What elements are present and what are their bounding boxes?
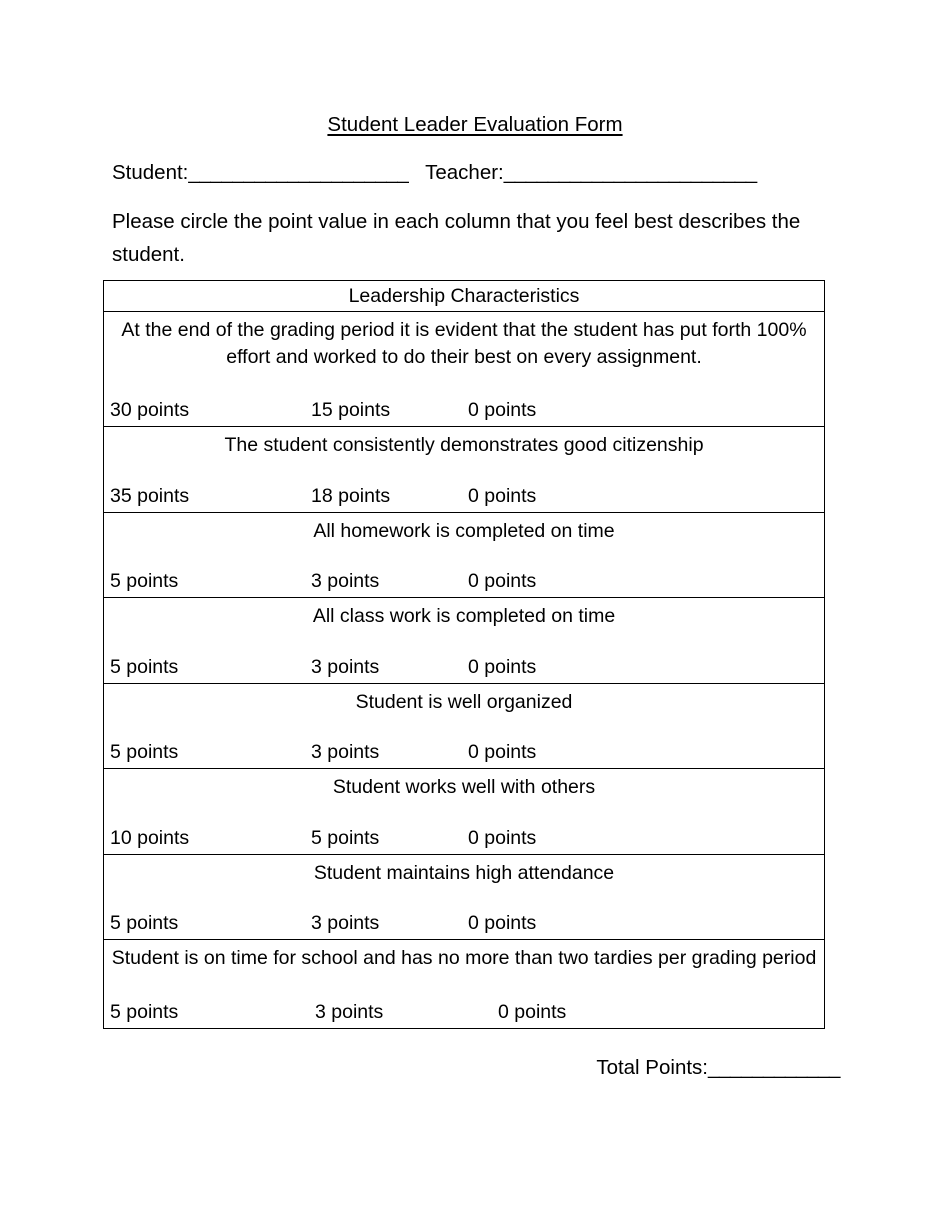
- point-option-low[interactable]: 0 points: [498, 1000, 567, 1023]
- point-option-mid[interactable]: 3 points: [311, 741, 380, 763]
- point-option-mid[interactable]: 18 points: [311, 484, 391, 507]
- page-title: [0, 112, 950, 138]
- spacer: [104, 715, 824, 737]
- points-row: [104, 908, 824, 939]
- point-option-mid[interactable]: 3 points: [311, 655, 380, 678]
- name-fields-line: [112, 159, 757, 187]
- table-row: [104, 683, 825, 769]
- table-row: [104, 940, 825, 1029]
- point-option-low[interactable]: 0 points: [468, 399, 537, 421]
- rubric-cell: [104, 427, 825, 513]
- rubric-cell: [104, 683, 825, 769]
- spacer: [104, 801, 824, 823]
- point-option-mid[interactable]: 15 points: [311, 399, 391, 421]
- point-option-high[interactable]: 30 points: [110, 399, 190, 421]
- total-points-line: [0, 1053, 950, 1083]
- criterion-text: Student maintains high attendance: [313, 861, 615, 884]
- points-row: [104, 395, 824, 426]
- criterion-text: The student consistently demonstrates good citizenship: [224, 434, 704, 456]
- rubric-cell: [104, 940, 825, 1029]
- point-option-mid[interactable]: 5 points: [311, 826, 380, 849]
- spacer: [104, 972, 824, 997]
- teacher-input-blank[interactable]: _______________________: [503, 161, 757, 184]
- total-points-input-blank[interactable]: ____________: [707, 1056, 840, 1079]
- point-option-low[interactable]: 0 points: [468, 655, 537, 678]
- point-option-mid[interactable]: 3 points: [315, 1000, 384, 1023]
- table-row: [104, 854, 825, 940]
- point-option-low[interactable]: 0 points: [468, 741, 537, 763]
- spacer: [104, 370, 824, 395]
- student-input-blank[interactable]: ____________________: [188, 161, 409, 184]
- point-option-high[interactable]: 5 points: [110, 655, 179, 678]
- table-row: [104, 769, 825, 855]
- teacher-label: Teacher:: [425, 161, 504, 184]
- rubric-cell: [104, 512, 825, 598]
- point-option-high[interactable]: 35 points: [110, 484, 190, 507]
- point-option-low[interactable]: 0 points: [468, 570, 537, 592]
- criterion-text: Student is well organized: [355, 690, 573, 713]
- total-points-label: Total Points:: [596, 1056, 708, 1079]
- points-row: [104, 823, 824, 854]
- point-option-low[interactable]: 0 points: [468, 484, 537, 507]
- point-option-high[interactable]: 5 points: [110, 570, 179, 592]
- point-option-high[interactable]: 5 points: [110, 1000, 179, 1023]
- rubric-cell: [104, 598, 825, 684]
- criterion-text: Student works well with others: [332, 776, 596, 798]
- points-row: [104, 737, 824, 768]
- point-option-low[interactable]: 0 points: [468, 826, 537, 849]
- criterion-text: At the end of the grading period it is evident that the student has put forth 100% effort and worked to do their best on every assignment.: [121, 319, 807, 368]
- point-option-high[interactable]: 10 points: [110, 826, 190, 849]
- rubric-cell: [104, 854, 825, 940]
- page-title-text: Student Leader Evaluation Form: [327, 113, 623, 136]
- table-header-row: [104, 281, 825, 312]
- points-row: [104, 652, 824, 683]
- table-row: [104, 312, 825, 427]
- points-row: [104, 566, 824, 597]
- instructions-text: Please circle the point value in each column that you feel best describes the student.: [112, 210, 801, 266]
- leadership-rubric-table: [103, 280, 825, 1029]
- table-row: [104, 512, 825, 598]
- point-option-low[interactable]: 0 points: [468, 912, 537, 934]
- point-option-mid[interactable]: 3 points: [311, 570, 380, 592]
- table-header-cell: Leadership Characteristics: [104, 281, 825, 312]
- rubric-cell: [104, 312, 825, 427]
- points-row: [104, 481, 824, 512]
- spacer: [104, 459, 824, 481]
- table-row: [104, 598, 825, 684]
- spacer: [104, 630, 824, 652]
- criterion-text: All class work is completed on time: [312, 605, 616, 627]
- point-option-high[interactable]: 5 points: [110, 741, 179, 763]
- criterion-text: Student is on time for school and has no more than two tardies per grading period: [111, 947, 817, 969]
- point-option-high[interactable]: 5 points: [110, 912, 179, 934]
- criterion-text: All homework is completed on time: [313, 519, 615, 542]
- table-row: [104, 427, 825, 513]
- rubric-cell: [104, 769, 825, 855]
- spacer: [104, 886, 824, 908]
- point-option-mid[interactable]: 3 points: [311, 912, 380, 934]
- points-row: [104, 997, 824, 1028]
- student-label: Student:: [112, 161, 189, 184]
- spacer: [104, 544, 824, 566]
